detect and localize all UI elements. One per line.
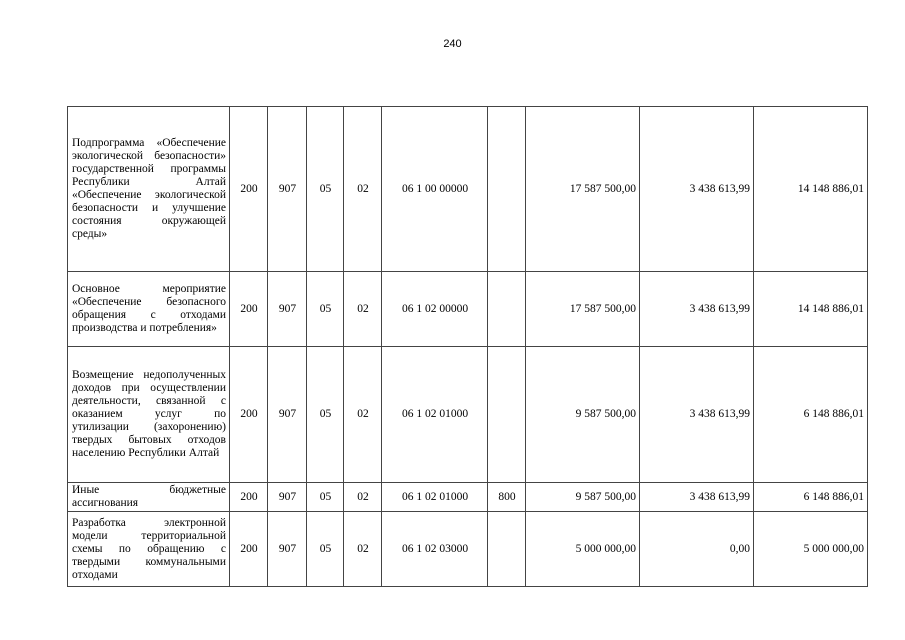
row-code-cell: 200 <box>230 483 268 512</box>
row-name-cell: Иные бюджетные ассигнования <box>68 483 230 512</box>
row-code-cell: 02 <box>344 347 382 483</box>
row-code-cell: 05 <box>307 483 344 512</box>
row-code-cell: 200 <box>230 512 268 587</box>
table-row <box>68 347 868 483</box>
row-code-cell: 02 <box>344 483 382 512</box>
table-row <box>68 483 868 512</box>
row-code-cell: 05 <box>307 272 344 347</box>
row-code-cell: 05 <box>307 347 344 483</box>
row-name-cell: Основное мероприятие «Обеспечение безопасного обращения с отходами производства и потребления» <box>68 272 230 347</box>
row-value-cell: 0,00 <box>640 512 754 587</box>
page-number: 240 <box>443 38 462 50</box>
row-kind-cell: 800 <box>488 483 526 512</box>
row-value-cell: 3 438 613,99 <box>640 272 754 347</box>
row-name-cell: Подпрограмма «Обеспечение экологической безопасности» государственной программы Республики Алтай «Обеспечение экологической безопасности и улучшение состояния окружающей среды» <box>68 107 230 272</box>
row-code-cell: 907 <box>268 512 307 587</box>
row-code-cell: 02 <box>344 512 382 587</box>
row-name-cell: Разработка электронной модели территориальной схемы по обращению с твердыми коммунальными отходами <box>68 512 230 587</box>
row-target-code-cell: 06 1 02 00000 <box>382 272 488 347</box>
row-value-cell: 9 587 500,00 <box>526 347 640 483</box>
row-value-cell: 14 148 886,01 <box>754 272 868 347</box>
row-code-cell: 05 <box>307 107 344 272</box>
row-kind-cell <box>488 272 526 347</box>
row-target-code-cell: 06 1 02 01000 <box>382 347 488 483</box>
budget-table <box>67 106 868 587</box>
row-code-cell: 907 <box>268 347 307 483</box>
row-value-cell: 3 438 613,99 <box>640 107 754 272</box>
row-value-cell: 14 148 886,01 <box>754 107 868 272</box>
row-code-cell: 907 <box>268 272 307 347</box>
row-code-cell: 05 <box>307 512 344 587</box>
table-row <box>68 107 868 272</box>
row-value-cell: 6 148 886,01 <box>754 347 868 483</box>
table-row <box>68 272 868 347</box>
row-code-cell: 200 <box>230 272 268 347</box>
row-target-code-cell: 06 1 00 00000 <box>382 107 488 272</box>
row-value-cell: 17 587 500,00 <box>526 272 640 347</box>
row-name-cell: Возмещение недополученных доходов при осуществлении деятельности, связанной с оказанием услуг по утилизации (захоронению) твердых бытовых отходов населению Республики Алтай <box>68 347 230 483</box>
row-kind-cell <box>488 512 526 587</box>
row-code-cell: 200 <box>230 347 268 483</box>
row-value-cell: 5 000 000,00 <box>526 512 640 587</box>
row-code-cell: 907 <box>268 483 307 512</box>
row-code-cell: 907 <box>268 107 307 272</box>
row-kind-cell <box>488 347 526 483</box>
row-value-cell: 17 587 500,00 <box>526 107 640 272</box>
row-value-cell: 5 000 000,00 <box>754 512 868 587</box>
row-target-code-cell: 06 1 02 03000 <box>382 512 488 587</box>
row-value-cell: 3 438 613,99 <box>640 483 754 512</box>
row-target-code-cell: 06 1 02 01000 <box>382 483 488 512</box>
row-code-cell: 02 <box>344 107 382 272</box>
row-value-cell: 3 438 613,99 <box>640 347 754 483</box>
row-code-cell: 200 <box>230 107 268 272</box>
row-kind-cell <box>488 107 526 272</box>
row-code-cell: 02 <box>344 272 382 347</box>
table-row <box>68 512 868 587</box>
row-value-cell: 9 587 500,00 <box>526 483 640 512</box>
row-value-cell: 6 148 886,01 <box>754 483 868 512</box>
